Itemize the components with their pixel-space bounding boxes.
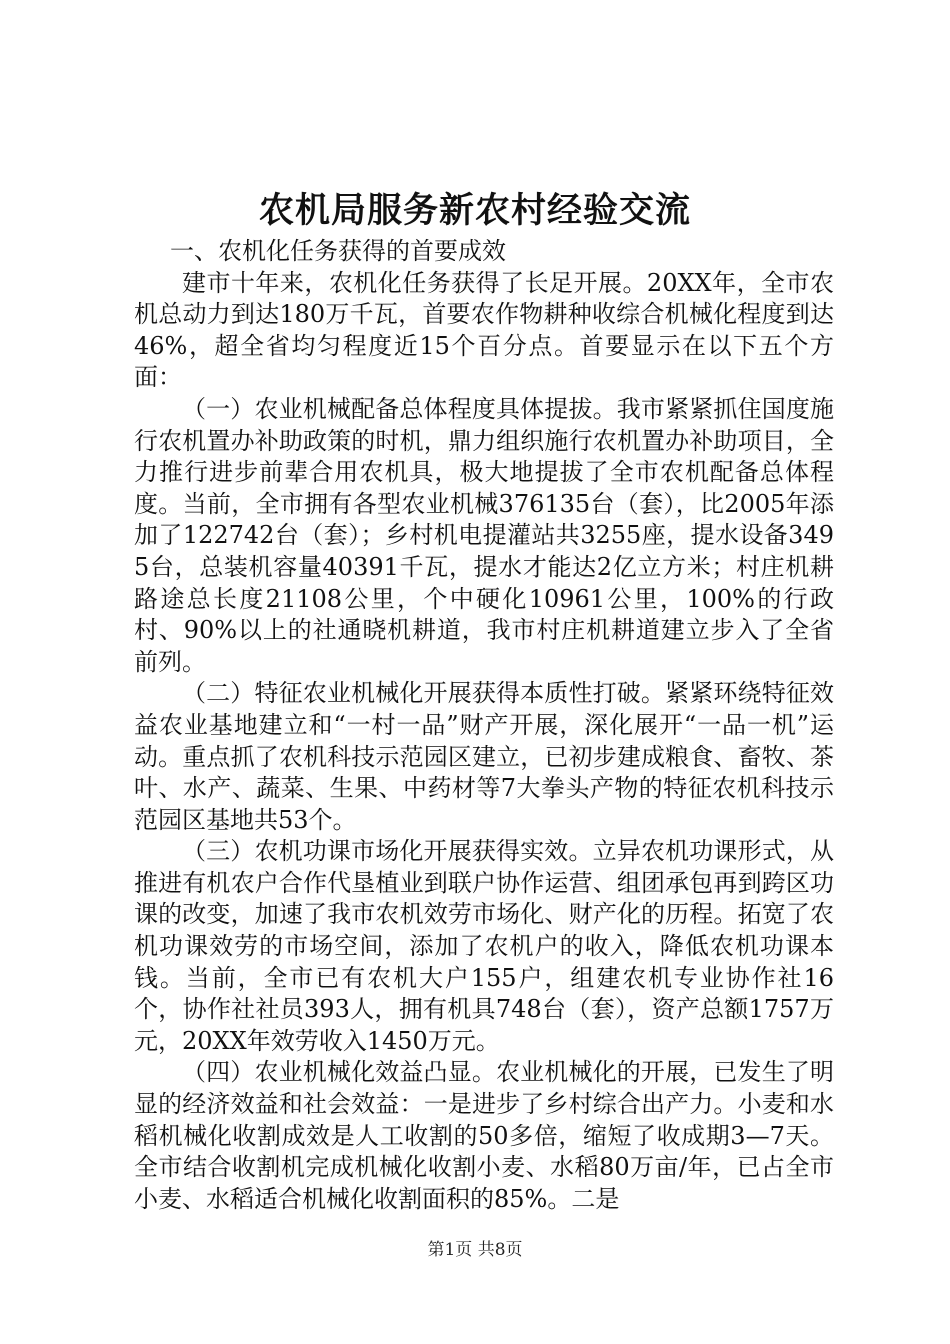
page-footer: 第1页 共8页 — [427, 1240, 523, 1260]
document-title: 农机局服务新农村经验交流 — [258, 190, 691, 231]
paragraph-1: （一）农业机械配备总体程度具体提拔。我市紧紧抓住国度施行农机置办补助政策的时机，鼎力组织施行农机置办补助项目，全力推行进步前辈合用农机具，极大地提拔了全市农机配备总体程度。当前，全市拥有各型农业机械376135台（套），比2005年添加了122742台（套）；乡村机电提灌站共3255座，提水设备3495台，总装机容量40391千瓦，提水才能达2亿立方米；村庄机耕路途总长度21108公里，个中硬化10961公里，100%的行政村、90%以上的社通晓机耕道，我市村庄机耕道建立步入了全省前列。 — [134, 394, 834, 676]
section-heading: 一、农机化任务获得的首要成效 — [170, 237, 506, 265]
document-body — [134, 236, 834, 1215]
paragraph-3: （三）农机功课市场化开展获得实效。立异农机功课形式，从推进有机农户合作代垦植业到联户协作运营、组团承包再到跨区功课的改变，加速了我市农机效劳市场化、财产化的历程。拓宽了农机功课效劳的市场空间，添加了农机户的收入，降低农机功课本钱。当前，全市已有农机大户155户，组建农机专业协作社16个，协作社社员393人，拥有机具748台（套），资产总额1757万元，20XX年效劳收入1450万元。 — [134, 837, 834, 1055]
paragraph-intro: 建市十年来，农机化任务获得了长足开展。20XX年，全市农机总动力到达180万千瓦，首要农作物耕种收综合机械化程度到达46%，超全省均匀程度近15个百分点。首要显示在以下五个方面： — [134, 268, 834, 392]
paragraph-2: （二）特征农业机械化开展获得本质性打破。紧紧环绕特征效益农业基地建立和“一村一品”财产开展，深化展开“一品一机”运动。重点抓了农机科技示范园区建立，已初步建成粮食、畜牧、茶叶、水产、蔬菜、生果、中药材等7大拳头产物的特征农机科技示范园区基地共53个。 — [134, 679, 834, 834]
paragraph-4: （四）农业机械化效益凸显。农业机械化的开展，已发生了明显的经济效益和社会效益：一是进步了乡村综合出产力。小麦和水稻机械化收割成效是人工收割的50多倍，缩短了收成期3—7天。全市结合收割机完成机械化收割小麦、水稻80万亩/年，已占全市小麦、水稻适合机械化收割面积的85%。二是 — [134, 1058, 834, 1213]
